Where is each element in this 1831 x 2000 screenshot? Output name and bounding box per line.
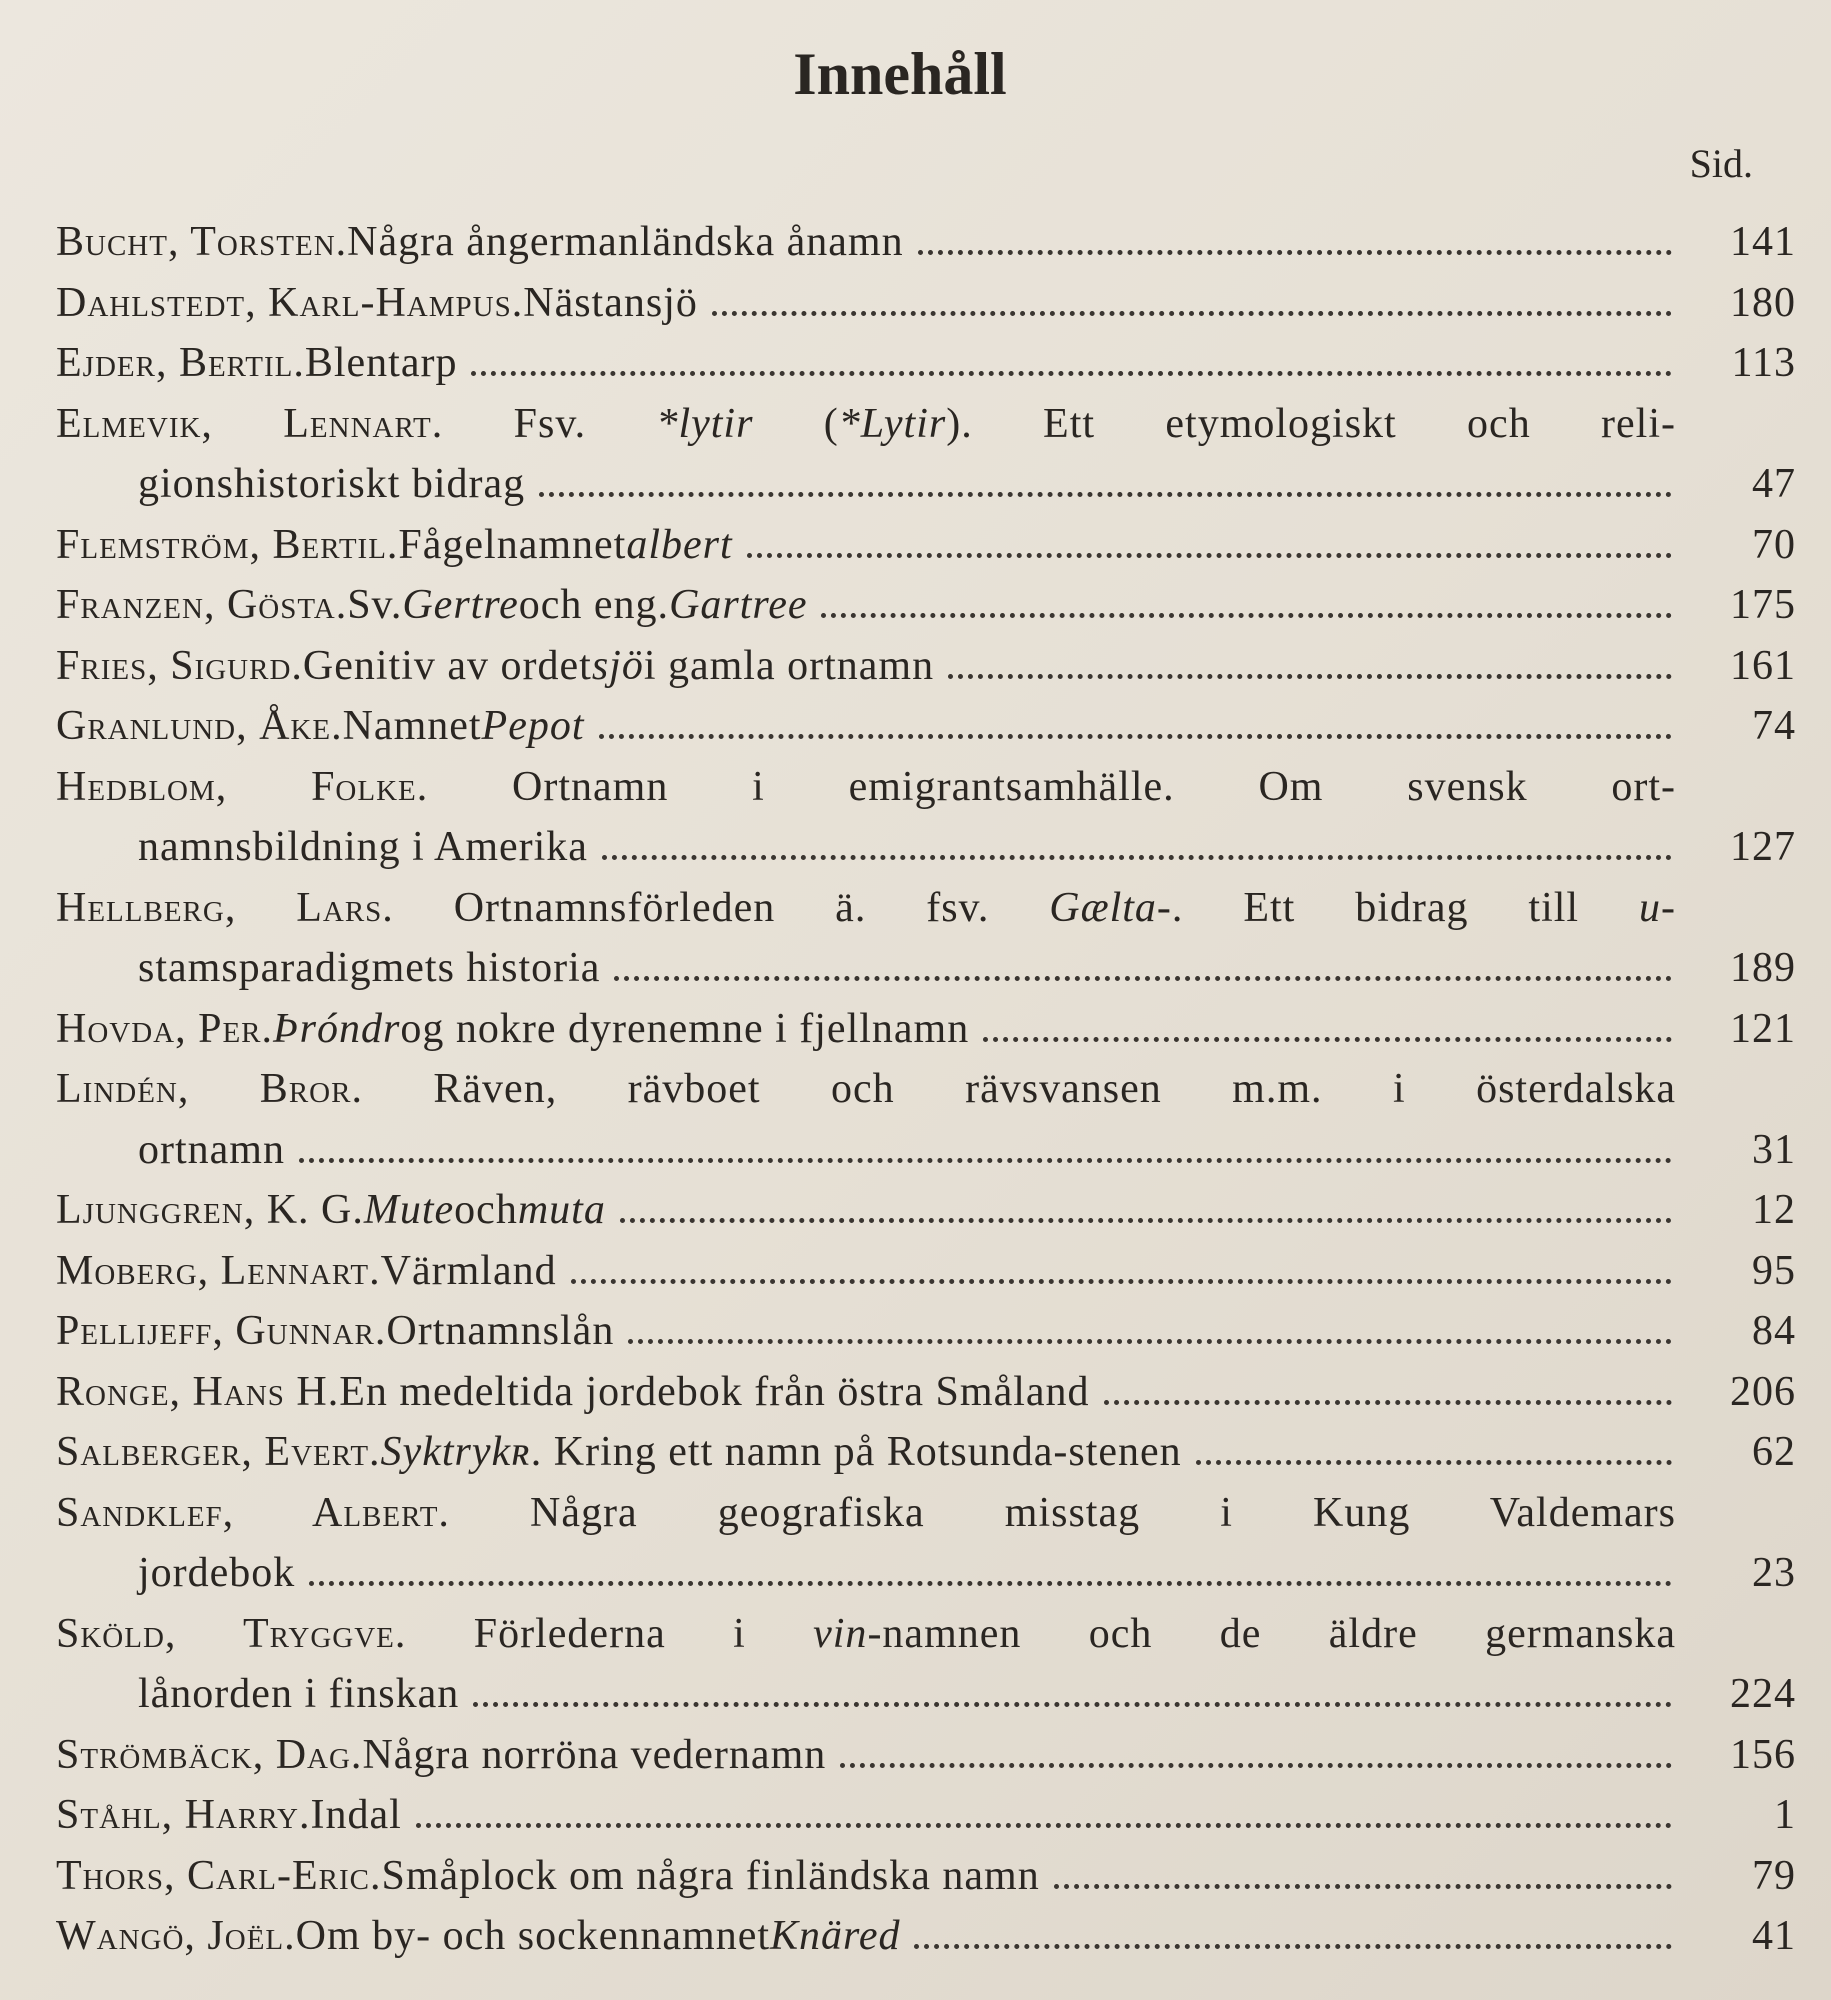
dot-leader (1104, 1400, 1672, 1405)
entry-title-segment: Värmland (380, 1247, 557, 1294)
entry-title-segment: Mute (363, 1187, 455, 1233)
entry-title-segment: Några norröna vedernamn (362, 1731, 827, 1778)
entry-title-segment: albert (626, 521, 733, 568)
entry-title-segment: Några geografiska misstag i Kung Valdemars (530, 1489, 1676, 1536)
entry-author: Hellberg, Lars. (56, 884, 394, 931)
dot-leader (983, 1037, 1672, 1042)
entry-page-number: 95 (1752, 1247, 1796, 1294)
dot-leader (918, 250, 1672, 255)
toc-entry (56, 884, 1796, 1005)
toc-entry (56, 521, 1796, 582)
entry-author: Bucht, Torsten. (56, 219, 348, 265)
toc-entry (56, 642, 1796, 703)
toc-line (56, 1065, 1676, 1126)
entry-title-segment: og nokre dyrenemne i fjellnamn (400, 1005, 970, 1052)
dot-leader (628, 1339, 1672, 1344)
entry-page-number: 1 (1774, 1792, 1796, 1838)
entry-author: Granlund, Åke. (56, 703, 343, 749)
entry-title-segment: Nästansjö (523, 279, 698, 326)
entry-author: Ståhl, Harry. (56, 1792, 311, 1838)
entry-title-segment: i gamla ortnamn (643, 642, 935, 689)
toc-entry (56, 1731, 1796, 1792)
entry-author: Thors, Carl-Eric. (56, 1852, 382, 1899)
toc-line (56, 884, 1676, 945)
dot-leader (416, 1823, 1672, 1828)
entry-title-segment: Fågelnamnet (398, 521, 627, 568)
entry-page-number: 141 (1730, 219, 1796, 265)
toc-line (56, 823, 1796, 884)
entry-page-number: 41 (1752, 1913, 1796, 1959)
entry-title-segment: Ortnamn i emigrantsamhälle. Om svensk ort- (512, 763, 1677, 810)
entry-page-number: 70 (1752, 521, 1796, 568)
toc-line (56, 218, 1796, 279)
entry-title-segment: Gertre (402, 582, 519, 628)
entry-page-number: 224 (1730, 1671, 1796, 1717)
entry-page-number: 74 (1752, 703, 1796, 749)
entry-author: Sandklef, Albert. (56, 1489, 450, 1536)
entry-author: Wangö, Joël. (56, 1913, 296, 1959)
dot-leader (747, 553, 1672, 558)
entry-title-segment: jordebok (138, 1550, 296, 1596)
toc-entry (56, 1912, 1796, 1973)
toc-entry (56, 1065, 1796, 1186)
toc-line (56, 944, 1796, 1005)
entry-title-segment: Gælta- (1049, 884, 1172, 931)
entry-title-segment: gionshistoriskt bidrag (138, 461, 526, 507)
toc-line (56, 1126, 1796, 1187)
toc-line (56, 1731, 1796, 1792)
entry-title-segment: ortnamn (138, 1126, 285, 1173)
entry-page-number: 175 (1730, 582, 1796, 628)
toc-entry (56, 1428, 1796, 1489)
toc-line (56, 1912, 1796, 1973)
toc-line (56, 1610, 1676, 1671)
toc-line (56, 1005, 1796, 1066)
entry-page-number: 84 (1752, 1308, 1796, 1354)
table-of-contents (56, 218, 1796, 1973)
toc-line (56, 521, 1796, 582)
toc-entry (56, 1852, 1796, 1913)
toc-line (56, 279, 1796, 340)
toc-line (56, 763, 1676, 824)
entry-page-number: 127 (1730, 824, 1796, 870)
toc-entry (56, 763, 1796, 884)
toc-entry (56, 1186, 1796, 1247)
entry-page-number: 156 (1730, 1731, 1796, 1778)
entry-title-segment: vin (813, 1610, 868, 1657)
entry-title-segment: Förlederna i (473, 1610, 814, 1657)
entry-title-segment: namnsbildning i Amerika (138, 824, 588, 870)
dot-leader (620, 1218, 1672, 1223)
toc-line (56, 702, 1796, 763)
entry-title-segment: *Lytir (838, 400, 947, 447)
entry-title-segment: Ortnamnslån (386, 1308, 615, 1354)
entry-title-segment: sjö (591, 642, 644, 689)
entry-author: Flemström, Bertil. (56, 521, 399, 568)
dot-leader (473, 1702, 1672, 1707)
dot-leader (840, 1763, 1672, 1768)
entry-page-number: 206 (1730, 1368, 1796, 1415)
toc-line (56, 1852, 1796, 1913)
entry-title-segment: stamsparadigmets historia (138, 945, 601, 991)
dot-leader (539, 492, 1672, 497)
toc-line (56, 1368, 1796, 1429)
dot-leader (599, 734, 1672, 739)
entry-title-segment: Om by- och sockennamnet (295, 1913, 771, 1959)
entry-author: Fries, Sigurd. (56, 642, 303, 689)
toc-entry (56, 1610, 1796, 1731)
entry-author: Franzen, Gösta. (56, 582, 348, 628)
entry-title-segment: och (454, 1187, 518, 1233)
entry-author: Sköld, Tryggve. (56, 1610, 407, 1657)
dot-leader (309, 1581, 1672, 1586)
toc-line (56, 581, 1796, 642)
entry-author: Ejder, Bertil. (56, 340, 305, 386)
entry-title-segment: Namnet (342, 703, 482, 749)
entry-page-number: 62 (1752, 1429, 1796, 1475)
entry-author: Moberg, Lennart. (56, 1247, 381, 1294)
entry-page-number: 12 (1752, 1187, 1796, 1233)
entry-title-segment: Syktrykʀ (380, 1429, 531, 1475)
entry-title-segment: ( (753, 400, 839, 447)
entry-author: Ljunggren, K. G. (56, 1187, 364, 1233)
toc-entry (56, 1368, 1796, 1429)
entry-page-number: 31 (1752, 1126, 1796, 1173)
toc-line (56, 339, 1796, 400)
entry-author: Lindén, Bror. (56, 1066, 363, 1112)
entry-title-segment: Genitiv av ordet (302, 642, 592, 689)
entry-title-segment: Några ångermanländska ånamn (347, 219, 904, 265)
entry-page-number: 47 (1752, 461, 1796, 507)
entry-title-segment: Fsv. (513, 400, 657, 447)
page-title: Innehåll (793, 41, 1007, 107)
entry-title-segment: -namnen och de äldre germanska (867, 1610, 1677, 1657)
entry-page-number: 180 (1730, 279, 1796, 326)
entry-title-segment: Småplock om några finländska namn (381, 1852, 1040, 1899)
dot-leader (914, 1944, 1672, 1949)
entry-title-segment: Sv. (347, 582, 403, 628)
entry-page-number: 161 (1730, 642, 1796, 689)
entry-title-segment: *lytir (656, 400, 754, 447)
entry-author: Hedblom, Folke. (56, 763, 429, 810)
toc-entry (56, 702, 1796, 763)
entry-title-segment: och eng. (518, 582, 670, 628)
toc-line (56, 1489, 1676, 1550)
toc-entry (56, 218, 1796, 279)
entry-title-segment: Indal (310, 1792, 402, 1838)
toc-line (56, 1791, 1796, 1852)
entry-page-number: 23 (1752, 1550, 1796, 1596)
entry-title-segment: Gartree (669, 582, 808, 628)
entry-author: Hovda, Per. (56, 1005, 274, 1052)
toc-entry (56, 400, 1796, 521)
dot-leader (948, 674, 1672, 679)
dot-leader (821, 613, 1672, 618)
dot-leader (712, 311, 1672, 316)
toc-entry (56, 1307, 1796, 1368)
entry-title-segment: Räven, rävboet och rävsvansen m.m. i österdalska (433, 1066, 1677, 1112)
entry-title-segment: . Kring ett namn på Rotsunda-stenen (530, 1429, 1182, 1475)
entry-page-number: 189 (1730, 945, 1796, 991)
toc-entry (56, 1791, 1796, 1852)
toc-line (56, 460, 1796, 521)
entry-author: Elmevik, Lennart. (56, 400, 444, 447)
toc-entry (56, 1005, 1796, 1066)
toc-entry (56, 339, 1796, 400)
entry-title-segment: Blentarp (304, 340, 458, 386)
toc-line (56, 1428, 1796, 1489)
dot-leader (471, 371, 1672, 376)
toc-entry (56, 279, 1796, 340)
entry-title-segment: En medeltida jordebok från östra Småland (339, 1368, 1090, 1415)
entry-title-segment: . Ett bidrag till (1171, 884, 1639, 931)
entry-title-segment: lånorden i finskan (138, 1671, 460, 1717)
dot-leader (571, 1279, 1672, 1284)
dot-leader (1196, 1460, 1672, 1465)
toc-entry (56, 581, 1796, 642)
toc-entry (56, 1489, 1796, 1610)
toc-line (56, 1186, 1796, 1247)
dot-leader (299, 1158, 1672, 1163)
toc-line (56, 1549, 1796, 1610)
toc-line (56, 400, 1676, 461)
toc-line (56, 1247, 1796, 1308)
toc-line (56, 1670, 1796, 1731)
page-column-label: Sid. (1689, 141, 1753, 186)
entry-author: Ronge, Hans H. (56, 1368, 340, 1415)
entry-author: Salberger, Evert. (56, 1429, 381, 1475)
entry-title-segment: ). Ett etymologiskt och reli- (946, 400, 1676, 447)
entry-author: Pellijeff, Gunnar. (56, 1308, 387, 1354)
entry-title-segment: Þróndr (273, 1005, 401, 1052)
dot-leader (614, 976, 1672, 981)
entry-title-segment: Pepot (481, 703, 585, 749)
entry-page-number: 79 (1752, 1852, 1796, 1899)
entry-title-segment: u- (1639, 884, 1676, 931)
toc-line (56, 642, 1796, 703)
dot-leader (1054, 1884, 1672, 1889)
entry-title-segment: muta (517, 1187, 606, 1233)
entry-page-number: 113 (1731, 340, 1796, 386)
dot-leader (602, 855, 1672, 860)
entry-page-number: 121 (1730, 1005, 1796, 1052)
toc-line (56, 1307, 1796, 1368)
toc-entry (56, 1247, 1796, 1308)
entry-title-segment: Ortnamnsförleden ä. fsv. (453, 884, 1050, 931)
entry-author: Dahlstedt, Karl-Hampus. (56, 279, 524, 326)
entry-title-segment: Knäred (770, 1913, 901, 1959)
entry-author: Strömbäck, Dag. (56, 1731, 363, 1778)
